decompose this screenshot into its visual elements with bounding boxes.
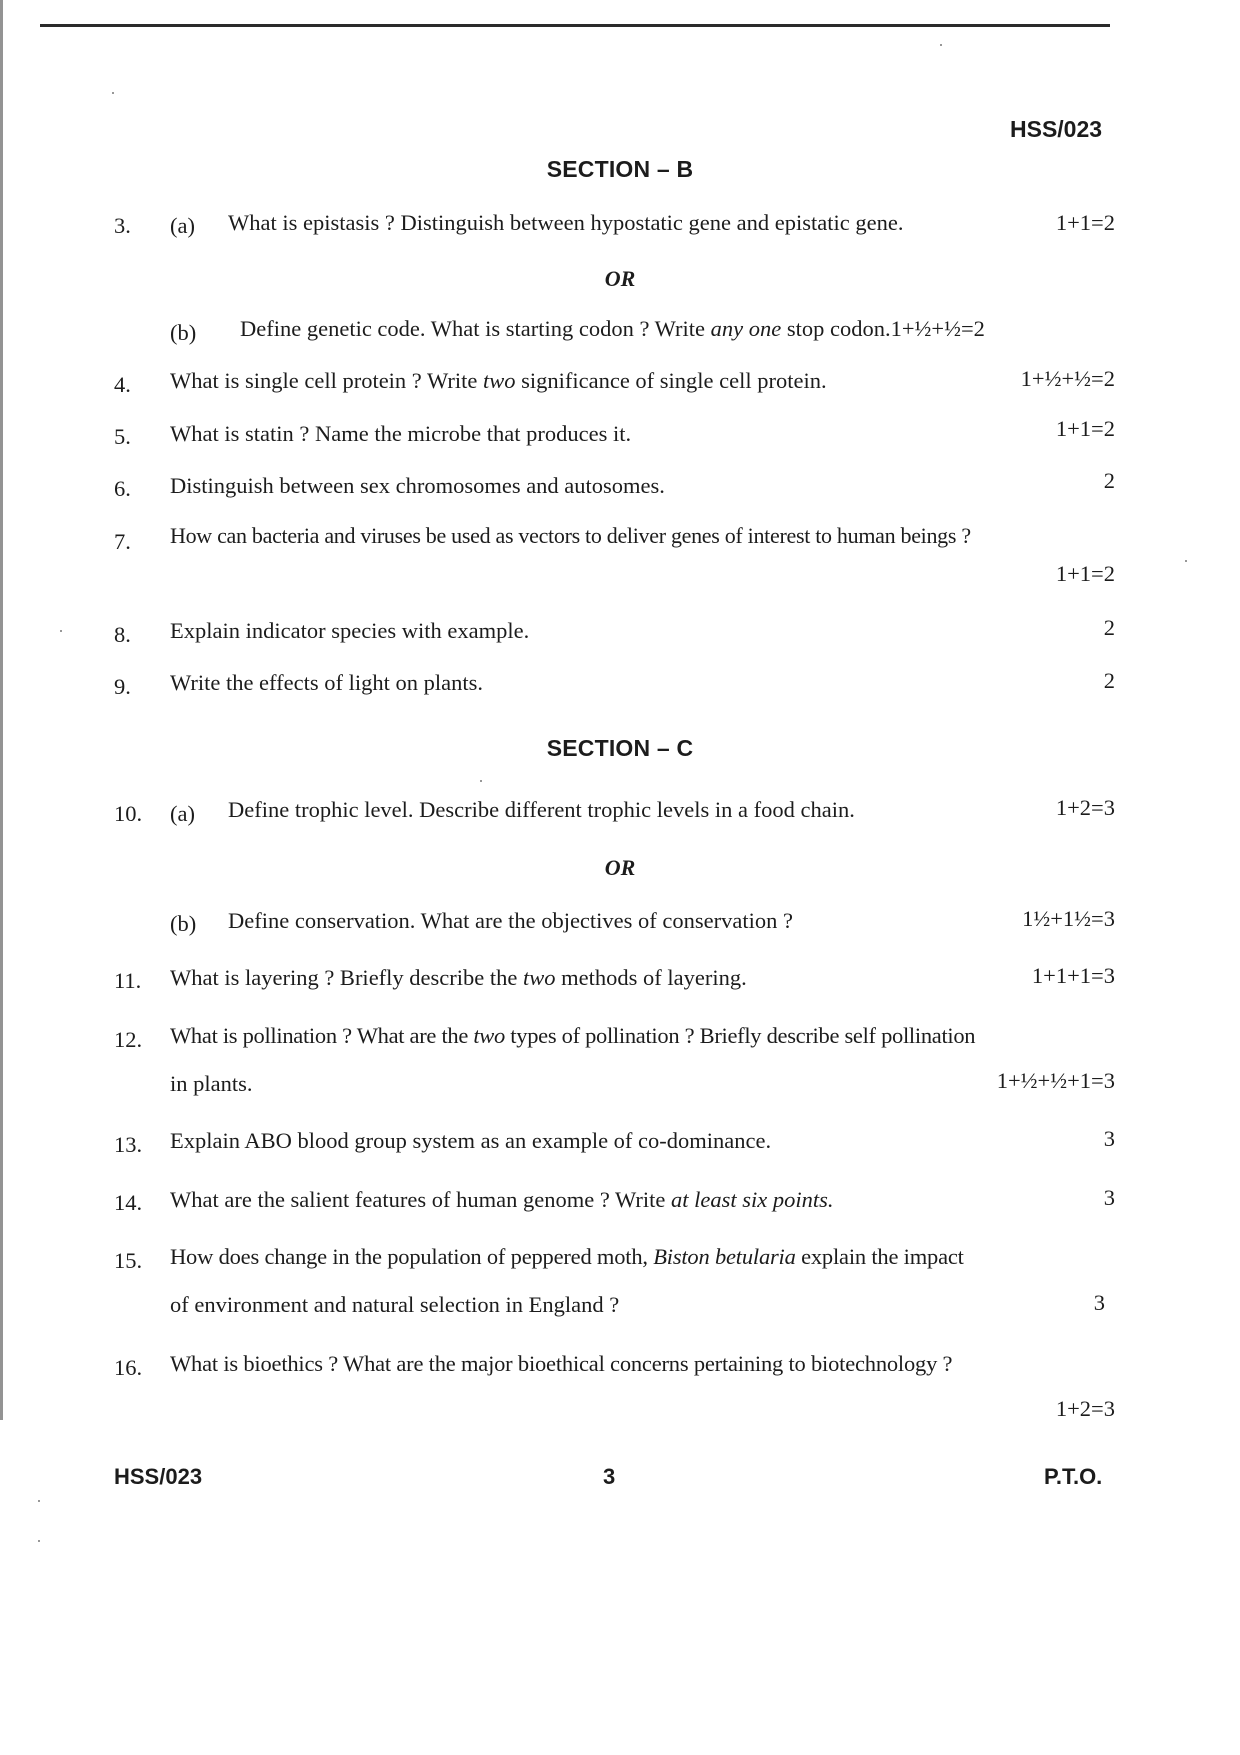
question-number: 9. (114, 674, 131, 699)
question-marks: 1+1=2 (1055, 210, 1115, 235)
scan-speck (38, 1540, 40, 1542)
question-text: What are the salient features of human genome ? Write at least six points. (170, 1187, 834, 1212)
question-number: 7. (114, 529, 131, 554)
header-rule (40, 24, 1110, 27)
question-text: Explain indicator species with example. (170, 618, 530, 643)
question-number: 3. (114, 213, 131, 238)
question-marks: 3 (1103, 1185, 1115, 1210)
question-text: What is layering ? Briefly describe the two methods of layering. (170, 965, 747, 990)
question-number: 16. (114, 1355, 143, 1380)
scan-speck (112, 92, 114, 94)
question-number: 14. (114, 1190, 143, 1215)
question-text: Distinguish between sex chromosomes and autosomes. (170, 473, 665, 498)
question-text: What is single cell protein ? Write two significance of single cell protein. (170, 368, 827, 393)
question-marks: 1+1=2 (1055, 416, 1115, 441)
question-marks: 1+½+½+1=3 (996, 1068, 1115, 1093)
question-number: 6. (114, 476, 131, 501)
question-text: What is pollination ? What are the two types of pollination ? Briefly describe self pollination (170, 1023, 976, 1048)
scan-speck (60, 630, 62, 632)
section-b-title: SECTION – B (546, 156, 694, 182)
question-number: 13. (114, 1132, 143, 1157)
question-part-label: (a) (170, 213, 195, 238)
question-text: Explain ABO blood group system as an example of co-dominance. (170, 1128, 772, 1153)
question-marks: 3 (1103, 1126, 1115, 1151)
question-text: What is bioethics ? What are the major bioethical concerns pertaining to biotechnology ? (170, 1351, 953, 1376)
question-number: 15. (114, 1248, 143, 1273)
question-marks: 1+1=2 (1055, 561, 1115, 586)
question-text: How can bacteria and viruses be used as vectors to deliver genes of interest to human beings ? (170, 523, 971, 548)
question-marks: 1+2=3 (1055, 795, 1115, 820)
question-marks: 2 (1103, 615, 1115, 640)
question-marks: 1+1+1=3 (1031, 963, 1115, 988)
question-marks: 1½+1½=3 (1022, 906, 1115, 931)
question-marks: 3 (1093, 1290, 1105, 1315)
question-part-label: (b) (170, 320, 197, 345)
question-text-continued: of environment and natural selection in England ? (170, 1292, 620, 1317)
scan-speck (940, 44, 942, 46)
pto-label: P.T.O. (1044, 1464, 1103, 1489)
question-text: Define genetic code. What is starting codon ? Write any one stop codon.1+½+½=2 (240, 316, 985, 341)
question-text: Define conservation. What are the objectives of conservation ? (228, 908, 793, 933)
scan-speck (1185, 560, 1187, 562)
question-marks: 2 (1103, 468, 1115, 493)
question-number: 4. (114, 372, 131, 397)
or-divider: OR (604, 855, 636, 880)
scan-speck (38, 1500, 40, 1502)
or-divider: OR (604, 266, 636, 291)
section-c-title: SECTION – C (546, 735, 694, 761)
scan-speck (480, 780, 482, 782)
question-text: Define trophic level. Describe different trophic levels in a food chain. (228, 797, 855, 822)
question-number: 8. (114, 622, 131, 647)
question-text: How does change in the population of peppered moth, Biston betularia explain the impact (170, 1244, 964, 1269)
paper-code-header: HSS/023 (1010, 116, 1103, 142)
question-text: What is epistasis ? Distinguish between hypostatic gene and epistatic gene. (228, 210, 904, 235)
question-text: Write the effects of light on plants. (170, 670, 483, 695)
question-text-continued: in plants. (170, 1071, 253, 1096)
question-marks: 1+½+½=2 (1020, 366, 1115, 391)
question-part-label: (b) (170, 911, 197, 936)
scan-left-edge (0, 0, 3, 1420)
question-number: 5. (114, 424, 131, 449)
paper-code-footer: HSS/023 (114, 1464, 203, 1489)
question-text: What is statin ? Name the microbe that produces it. (170, 421, 632, 446)
page-number: 3 (603, 1464, 616, 1489)
question-number: 10. (114, 801, 143, 826)
question-marks: 2 (1103, 668, 1115, 693)
question-part-label: (a) (170, 801, 195, 826)
question-number: 11. (114, 968, 142, 993)
question-number: 12. (114, 1027, 143, 1052)
question-marks: 1+2=3 (1055, 1396, 1115, 1421)
